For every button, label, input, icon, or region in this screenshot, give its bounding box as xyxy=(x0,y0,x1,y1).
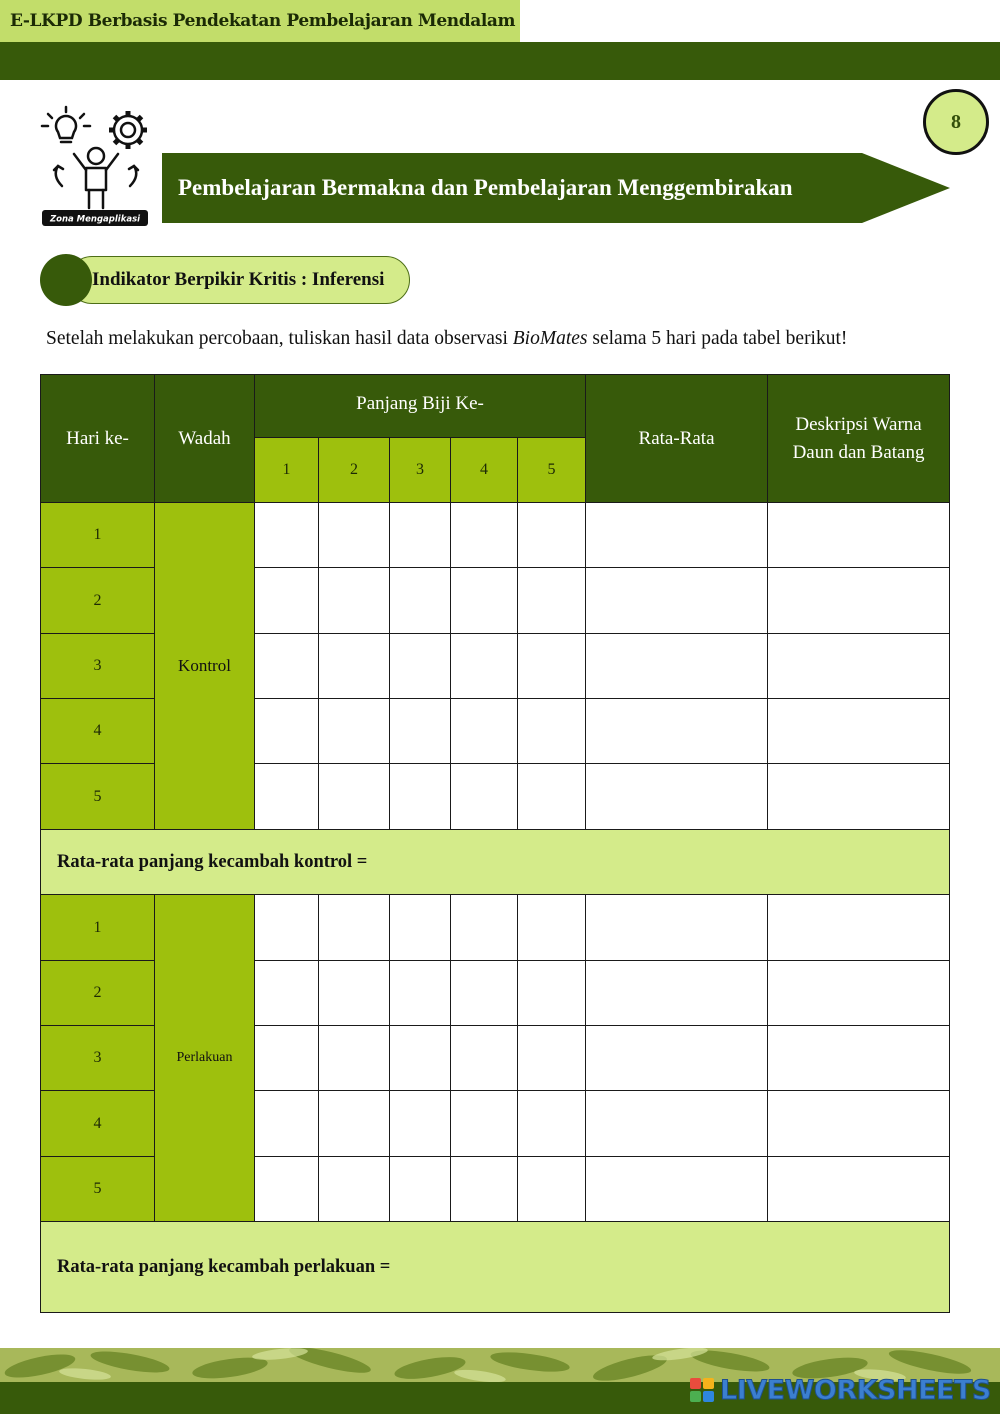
liveworksheets-blocks-icon xyxy=(690,1378,714,1402)
deskripsi-input[interactable] xyxy=(768,568,950,634)
seed-5-input[interactable] xyxy=(518,634,586,699)
seed-4-input[interactable] xyxy=(451,895,518,961)
seed-3-input[interactable] xyxy=(390,961,451,1026)
seed-5-input[interactable] xyxy=(518,503,586,568)
instruction-text xyxy=(46,328,847,350)
seed-3-input[interactable] xyxy=(390,1026,451,1091)
seed-3-input[interactable] xyxy=(390,895,451,961)
seed-3-input[interactable] xyxy=(390,634,451,699)
deskripsi-input[interactable] xyxy=(768,961,950,1026)
zona-mengaplikasi-logo xyxy=(36,104,152,228)
header-spacer xyxy=(520,0,1000,42)
seed-5-input[interactable] xyxy=(518,961,586,1026)
seed-4-input[interactable] xyxy=(451,764,518,830)
deskripsi-input[interactable] xyxy=(768,764,950,830)
header-rata-rata: Rata-Rata xyxy=(586,375,768,503)
instruction-before: Setelah melakukan percobaan, tuliskan hasil data observasi xyxy=(46,328,513,349)
day-cell: 4 xyxy=(41,1091,155,1157)
liveworksheets-wordmark: LIVEWORKSHEETS xyxy=(720,1374,991,1406)
seed-1-input[interactable] xyxy=(255,503,319,568)
seed-3-input[interactable] xyxy=(390,568,451,634)
day-cell: 1 xyxy=(41,895,155,961)
seed-4-input[interactable] xyxy=(451,634,518,699)
seed-4-input[interactable] xyxy=(451,503,518,568)
seed-3-input[interactable] xyxy=(390,1091,451,1157)
summary-kontrol-label: Rata-rata panjang kecambah kontrol = xyxy=(41,830,950,895)
header-seed-2: 2 xyxy=(319,438,390,503)
rata-rata-input[interactable] xyxy=(586,634,768,699)
deskripsi-input[interactable] xyxy=(768,699,950,764)
rata-rata-input[interactable] xyxy=(586,1157,768,1222)
seed-2-input[interactable] xyxy=(319,961,390,1026)
svg-text:Zona Mengaplikasi: Zona Mengaplikasi xyxy=(49,214,141,225)
seed-1-input[interactable] xyxy=(255,764,319,830)
liveworksheets-logo[interactable] xyxy=(690,1372,991,1408)
rata-rata-input[interactable] xyxy=(586,503,768,568)
header-band xyxy=(0,42,1000,80)
day-cell: 4 xyxy=(41,699,155,764)
seed-1-input[interactable] xyxy=(255,1026,319,1091)
seed-2-input[interactable] xyxy=(319,503,390,568)
rata-rata-input[interactable] xyxy=(586,961,768,1026)
seed-4-input[interactable] xyxy=(451,1157,518,1222)
day-cell: 3 xyxy=(41,634,155,699)
banner-title: Pembelajaran Bermakna dan Pembelajaran Menggembirakan xyxy=(178,175,793,200)
header-hari: Hari ke- xyxy=(41,375,155,503)
rata-rata-input[interactable] xyxy=(586,1026,768,1091)
seed-1-input[interactable] xyxy=(255,1157,319,1222)
seed-5-input[interactable] xyxy=(518,699,586,764)
day-cell: 5 xyxy=(41,1157,155,1222)
instruction-italic: BioMates xyxy=(512,328,588,349)
deskripsi-input[interactable] xyxy=(768,1157,950,1222)
rata-rata-input[interactable] xyxy=(586,1091,768,1157)
seed-2-input[interactable] xyxy=(319,634,390,699)
seed-5-input[interactable] xyxy=(518,895,586,961)
seed-2-input[interactable] xyxy=(319,764,390,830)
seed-2-input[interactable] xyxy=(319,699,390,764)
day-cell: 3 xyxy=(41,1026,155,1091)
table-row xyxy=(41,895,950,961)
deskripsi-input[interactable] xyxy=(768,634,950,699)
deskripsi-input[interactable] xyxy=(768,1026,950,1091)
section-banner xyxy=(162,153,950,223)
seed-2-input[interactable] xyxy=(319,895,390,961)
summary-row-kontrol xyxy=(41,830,950,895)
seed-5-input[interactable] xyxy=(518,764,586,830)
rata-rata-input[interactable] xyxy=(586,699,768,764)
deskripsi-input[interactable] xyxy=(768,503,950,568)
seed-5-input[interactable] xyxy=(518,1157,586,1222)
seed-2-input[interactable] xyxy=(319,1026,390,1091)
day-cell: 2 xyxy=(41,568,155,634)
summary-perlakuan-label: Rata-rata panjang kecambah perlakuan = xyxy=(41,1222,950,1313)
indicator-label: Indikator Berpikir Kritis : Inferensi xyxy=(92,269,385,290)
header-title: E-LKPD Berbasis Pendekatan Pembelajaran Mendalam xyxy=(0,0,520,42)
wadah-cell-kontrol: Kontrol xyxy=(155,503,255,830)
deskripsi-input[interactable] xyxy=(768,1091,950,1157)
seed-2-input[interactable] xyxy=(319,568,390,634)
rata-rata-input[interactable] xyxy=(586,895,768,961)
summary-row-perlakuan xyxy=(41,1222,950,1313)
day-cell: 1 xyxy=(41,503,155,568)
table-row xyxy=(41,503,950,568)
seed-5-input[interactable] xyxy=(518,1091,586,1157)
deskripsi-input[interactable] xyxy=(768,895,950,961)
seed-5-input[interactable] xyxy=(518,1026,586,1091)
seed-2-input[interactable] xyxy=(319,1157,390,1222)
indicator-dot xyxy=(40,254,92,306)
seed-3-input[interactable] xyxy=(390,764,451,830)
header-wadah: Wadah xyxy=(155,375,255,503)
seed-3-input[interactable] xyxy=(390,1157,451,1222)
day-cell: 5 xyxy=(41,764,155,830)
seed-1-input[interactable] xyxy=(255,895,319,961)
page-number: 8 xyxy=(923,89,989,155)
seed-4-input[interactable] xyxy=(451,1026,518,1091)
seed-4-input[interactable] xyxy=(451,568,518,634)
rata-rata-input[interactable] xyxy=(586,568,768,634)
seed-3-input[interactable] xyxy=(390,503,451,568)
person-ideas-icon xyxy=(36,104,152,228)
indicator-badge xyxy=(40,253,412,307)
wadah-cell-perlakuan: Perlakuan xyxy=(155,895,255,1222)
header-seed-5: 5 xyxy=(518,438,586,503)
seed-4-input[interactable] xyxy=(451,699,518,764)
header-seed-4: 4 xyxy=(451,438,518,503)
seed-4-input[interactable] xyxy=(451,1091,518,1157)
observation-table xyxy=(40,374,950,1313)
seed-1-input[interactable] xyxy=(255,699,319,764)
seed-4-input[interactable] xyxy=(451,961,518,1026)
header-seed-3: 3 xyxy=(390,438,451,503)
seed-3-input[interactable] xyxy=(390,699,451,764)
header-deskripsi: Deskripsi Warna Daun dan Batang xyxy=(768,375,950,503)
seed-1-input[interactable] xyxy=(255,1091,319,1157)
header-panjang-biji: Panjang Biji Ke- xyxy=(255,375,586,438)
seed-1-input[interactable] xyxy=(255,634,319,699)
header-seed-1: 1 xyxy=(255,438,319,503)
seed-5-input[interactable] xyxy=(518,568,586,634)
day-cell: 2 xyxy=(41,961,155,1026)
seed-2-input[interactable] xyxy=(319,1091,390,1157)
rata-rata-input[interactable] xyxy=(586,764,768,830)
instruction-after: selama 5 hari pada tabel berikut! xyxy=(587,328,848,349)
seed-1-input[interactable] xyxy=(255,568,319,634)
seed-1-input[interactable] xyxy=(255,961,319,1026)
